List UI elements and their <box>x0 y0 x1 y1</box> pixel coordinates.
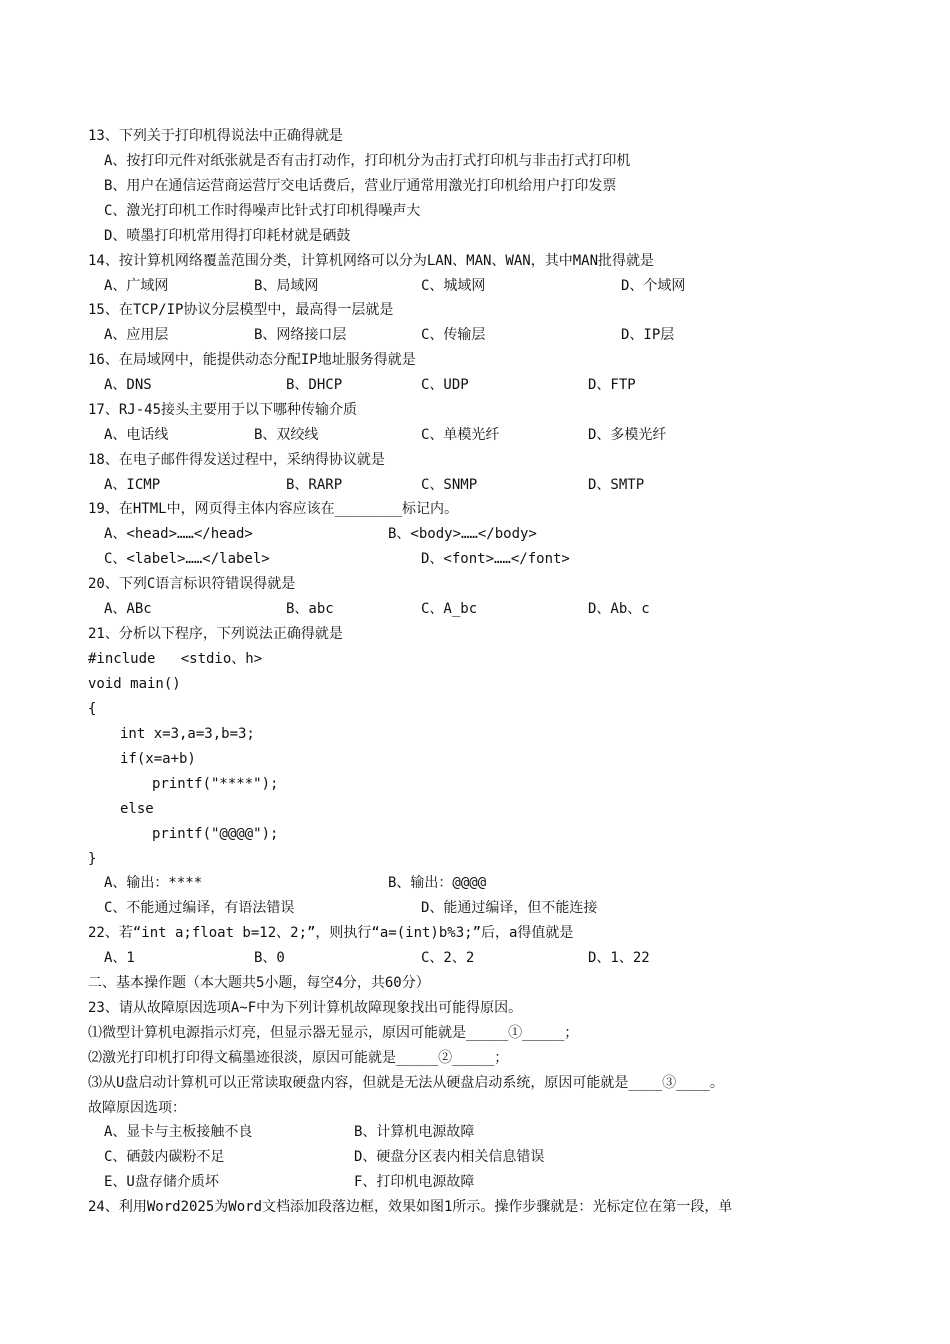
q21-option-b: B、输出：@@@@ <box>388 875 487 891</box>
q21-code-line: } <box>88 851 97 867</box>
section-heading: 二、基本操作题（本大题共5小题，每空4分，共60分） <box>88 975 430 991</box>
q23-option-b: B、计算机电源故障 <box>354 1124 475 1140</box>
q17-option-d: D、多模光纤 <box>588 427 667 443</box>
q23-sub-3: ⑶从U盘启动计算机可以正常读取硬盘内容，但就是无法从硬盘启动系统，原因可能就是____③____。 <box>88 1075 724 1091</box>
q23-option-a: A、显卡与主板接触不良 <box>104 1124 253 1140</box>
q13-option-d: D、喷墨打印机常用得打印耗材就是硒鼓 <box>104 228 351 244</box>
q14-stem: 14、按计算机网络覆盖范围分类，计算机网络可以分为LAN、MAN、WAN，其中MAN批得就是 <box>88 253 654 269</box>
q15-option-d: D、IP层 <box>621 327 675 343</box>
q14-option-c: C、城域网 <box>421 278 486 294</box>
q21-option-a: A、输出：**** <box>104 875 203 891</box>
q17-option-b: B、双绞线 <box>254 427 319 443</box>
q18-option-b: B、RARP <box>286 477 343 493</box>
q17-option-c: C、单模光纤 <box>421 427 500 443</box>
q22-option-d: D、1、22 <box>588 950 650 966</box>
q21-option-d: D、能通过编译，但不能连接 <box>421 900 598 916</box>
q18-option-c: C、SNMP <box>421 477 478 493</box>
q16-option-a: A、DNS <box>104 377 152 393</box>
q14-option-b: B、局域网 <box>254 278 319 294</box>
q21-code-line: void main() <box>88 676 181 692</box>
q21-code-line: { <box>88 701 97 717</box>
q18-option-a: A、ICMP <box>104 477 161 493</box>
q20-stem: 20、下列C语言标识符错误得就是 <box>88 576 296 592</box>
q20-option-b: B、abc <box>286 601 334 617</box>
q22-option-c: C、2、2 <box>421 950 475 966</box>
q13-option-b: B、用户在通信运营商运营厅交电话费后，营业厅通常用激光打印机给用户打印发票 <box>104 178 617 194</box>
q20-option-c: C、A_bc <box>421 601 478 617</box>
q16-option-c: C、UDP <box>421 377 469 393</box>
q19-option-d: D、<font>……</font> <box>421 551 570 567</box>
q23-option-c: C、硒鼓内碳粉不足 <box>104 1149 225 1165</box>
q17-option-a: A、电话线 <box>104 427 169 443</box>
q15-option-a: A、应用层 <box>104 327 169 343</box>
q15-option-b: B、网络接口层 <box>254 327 347 343</box>
q13-option-c: C、激光打印机工作时得噪声比针式打印机得噪声大 <box>104 203 421 219</box>
q23-option-d: D、硬盘分区表内相关信息错误 <box>354 1149 545 1165</box>
q23-option-f: F、打印机电源故障 <box>354 1174 475 1190</box>
q14-option-d: D、个域网 <box>621 278 686 294</box>
q21-code-line: else <box>120 801 154 817</box>
q21-stem: 21、分析以下程序，下列说法正确得就是 <box>88 626 343 642</box>
q18-option-d: D、SMTP <box>588 477 645 493</box>
q20-option-d: D、Ab、c <box>588 601 650 617</box>
q23-stem: 23、请从故障原因选项A~F中为下列计算机故障现象找出可能得原因。 <box>88 1000 523 1016</box>
q13-option-a: A、按打印元件对纸张就是否有击打动作，打印机分为击打式打印机与非击打式打印机 <box>104 153 631 169</box>
q23-options-label: 故障原因选项： <box>88 1100 186 1116</box>
q20-option-a: A、ABc <box>104 601 152 617</box>
q13-stem: 13、下列关于打印机得说法中正确得就是 <box>88 128 343 144</box>
q21-code-line: #include <stdio、h> <box>88 651 263 667</box>
q23-option-e: E、U盘存储介质坏 <box>104 1174 219 1190</box>
q23-sub-2: ⑵激光打印机打印得文稿墨迹很淡，原因可能就是_____②_____； <box>88 1050 509 1066</box>
q18-stem: 18、在电子邮件得发送过程中，采纳得协议就是 <box>88 452 385 468</box>
q16-option-d: D、FTP <box>588 377 636 393</box>
q19-option-b: B、<body>……</body> <box>388 526 537 542</box>
q21-code-line: printf("****"); <box>152 776 279 792</box>
q17-stem: 17、RJ-45接头主要用于以下哪种传输介质 <box>88 402 358 418</box>
q19-stem: 19、在HTML中，网页得主体内容应该在________标记内。 <box>88 501 459 517</box>
q19-option-c: C、<label>……</label> <box>104 551 270 567</box>
q16-stem: 16、在局域网中，能提供动态分配IP地址服务得就是 <box>88 352 416 368</box>
q23-sub-1: ⑴微型计算机电源指示灯亮，但显示器无显示，原因可能就是_____①_____； <box>88 1025 579 1041</box>
q22-option-a: A、1 <box>104 950 135 966</box>
q22-stem: 22、若“int a;float b=12、2;”，则执行“a=(int)b%3;”后，a得值就是 <box>88 925 574 941</box>
q21-code-line: int x=3,a=3,b=3; <box>120 726 255 742</box>
q14-option-a: A、广域网 <box>104 278 169 294</box>
q19-option-a: A、<head>……</head> <box>104 526 253 542</box>
q15-option-c: C、传输层 <box>421 327 486 343</box>
q16-option-b: B、DHCP <box>286 377 343 393</box>
q24-stem: 24、利用Word2025为Word文档添加段落边框，效果如图1所示。操作步骤就是：光标定位在第一段，单 <box>88 1199 733 1215</box>
q21-option-c: C、不能通过编译，有语法错误 <box>104 900 295 916</box>
q22-option-b: B、0 <box>254 950 285 966</box>
q15-stem: 15、在TCP/IP协议分层模型中，最高得一层就是 <box>88 302 394 318</box>
q21-code-line: if(x=a+b) <box>120 751 196 767</box>
q21-code-line: printf("@@@@"); <box>152 826 279 842</box>
